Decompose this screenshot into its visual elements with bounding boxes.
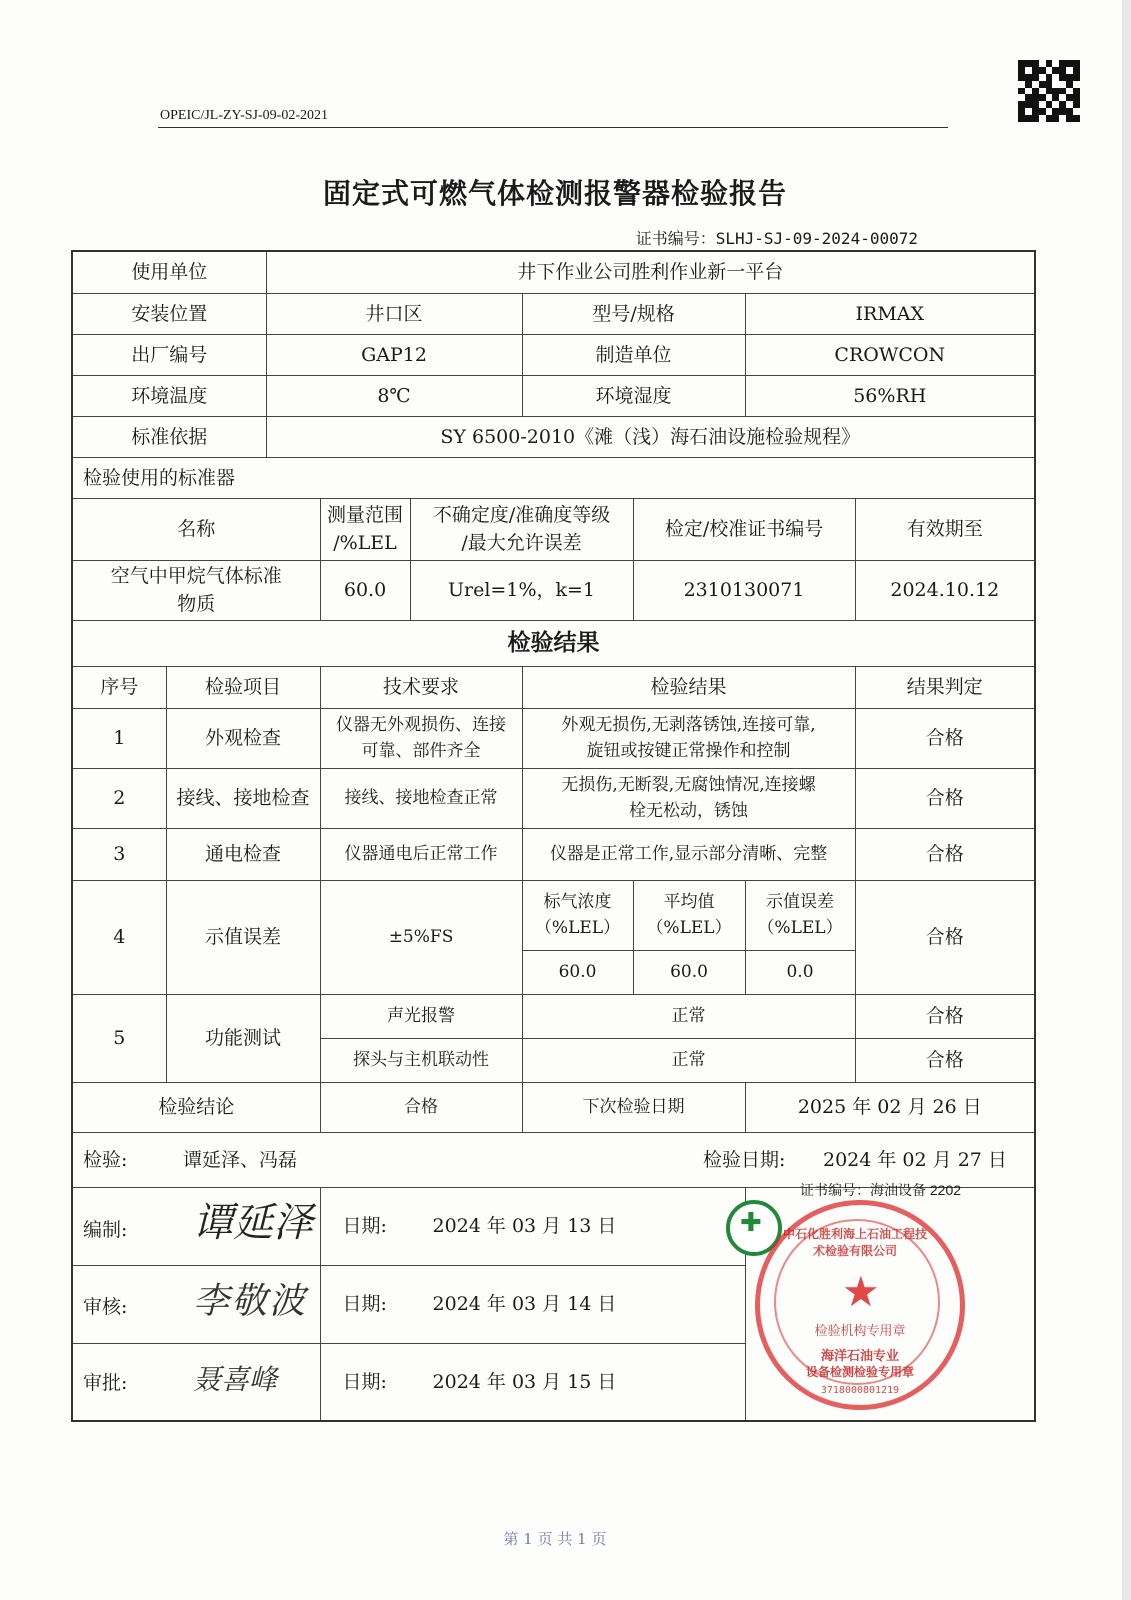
standard-value: SY 6500-2010《滩（浅）海石油设施检验规程》 (266, 416, 1035, 457)
user-unit-label: 使用单位 (72, 251, 266, 293)
maker-value: CROWCON (745, 334, 1035, 375)
res-header-judge: 结果判定 (855, 666, 1035, 708)
std-name-line1: 空气中甲烷气体标准 (110, 565, 282, 587)
res-row1-no: 1 (72, 708, 166, 768)
error-header-err-line1: 示值误差 (766, 892, 835, 912)
results-section-title: 检验结果 (72, 620, 1035, 666)
res-row5-no: 5 (72, 994, 166, 1082)
model-label: 型号/规格 (522, 293, 745, 334)
review-date-cell (320, 1265, 745, 1343)
res-row1-req (320, 708, 522, 768)
res-row1-result-line1: 外观无损伤,无剥落锈蚀,连接可靠, (561, 715, 816, 735)
std-header-name: 名称 (72, 498, 320, 560)
res-row5-sub1-judge: 合格 (855, 994, 1035, 1038)
inspection-date-value: 2024 年 02 月 27 日 (823, 1148, 1007, 1171)
res-row3-result: 仪器是正常工作,显示部分清晰、完整 (522, 828, 855, 880)
cert-mark-text: 证书编号：海油设备 2202 (800, 1182, 962, 1198)
inspectors-label: 检验: (83, 1148, 128, 1171)
res-row2-no: 2 (72, 768, 166, 828)
page-footer: 第 1 页 共 1 页 (503, 1530, 607, 1548)
compile-date-value: 2024 年 03 月 13 日 (432, 1215, 617, 1237)
compile-label: 编制: (83, 1218, 128, 1241)
res-row5-sub2-judge: 合格 (855, 1038, 1035, 1082)
document-code: OPEIC/JL-ZY-SJ-09-02-2021 (160, 108, 328, 123)
review-cell (72, 1265, 320, 1343)
res-row5-sub2-result: 正常 (522, 1038, 855, 1082)
conclusion-label: 检验结论 (72, 1082, 320, 1132)
official-seal (755, 1200, 965, 1410)
serial-value: GAP12 (266, 334, 522, 375)
std-header-range (320, 498, 410, 560)
seal-text-line1: 检验机构专用章 (814, 1324, 906, 1339)
res-row1-judge: 合格 (855, 708, 1035, 768)
std-header-uncertainty (410, 498, 633, 560)
humid-value: 56%RH (745, 375, 1035, 416)
error-header-avg (633, 880, 745, 950)
std-header-cert: 检定/校准证书编号 (633, 498, 855, 560)
humid-label: 环境湿度 (522, 375, 745, 416)
error-header-avg-line2: （%LEL） (646, 918, 732, 938)
error-err-value: 0.0 (745, 950, 855, 994)
approve-signature: 聂喜峰 (193, 1363, 278, 1397)
std-uncertainty: Urel=1%，k=1 (410, 560, 633, 620)
seal-text-line3: 设备检测检验专用章 (805, 1365, 914, 1379)
error-header-err (745, 880, 855, 950)
approve-date-label: 日期: (342, 1370, 387, 1393)
res-row5-sub2-req: 探头与主机联动性 (320, 1038, 522, 1082)
next-date-label: 下次检验日期 (522, 1082, 745, 1132)
res-row2-result (522, 768, 855, 828)
res-row5-sub1-result: 正常 (522, 994, 855, 1038)
report-title: 固定式可燃气体检测报警器检验报告 (322, 177, 787, 210)
res-row3-item: 通电检查 (166, 828, 320, 880)
review-date-label: 日期: (342, 1293, 387, 1315)
std-valid: 2024.10.12 (855, 560, 1035, 620)
res-row1-req-line2: 可靠、部件齐全 (361, 741, 481, 761)
res-row1-result-line2: 旋钮或按键正常操作和控制 (586, 741, 791, 761)
res-header-req: 技术要求 (320, 666, 522, 708)
std-name-line2: 物质 (177, 593, 216, 615)
std-header-unc-line2: /最大允许误差 (461, 532, 582, 554)
standard-label: 标准依据 (72, 416, 266, 457)
scan-edge (1122, 0, 1131, 1600)
res-row2-result-line2: 栓无松动，锈蚀 (629, 801, 749, 821)
res-header-no: 序号 (72, 666, 166, 708)
res-row4-item: 示值误差 (166, 880, 320, 994)
res-row2-item: 接线、接地检查 (166, 768, 320, 828)
res-row1-item: 外观检查 (166, 708, 320, 768)
res-row3-judge: 合格 (855, 828, 1035, 880)
std-header-range-line1: 测量范围 (327, 504, 404, 526)
model-value: IRMAX (745, 293, 1035, 334)
res-row2-judge: 合格 (855, 768, 1035, 828)
seal-number: 3718000801219 (820, 1385, 900, 1396)
standards-section-title: 检验使用的标准器 (72, 457, 1035, 498)
res-header-item: 检验项目 (166, 666, 320, 708)
temp-value: 8℃ (266, 375, 522, 416)
error-std-value: 60.0 (522, 950, 633, 994)
res-row1-req-line1: 仪器无外观损伤、连接 (336, 715, 507, 735)
review-signature: 李敬波 (193, 1280, 308, 1322)
res-row4-req: ±5%FS (320, 880, 522, 994)
install-label: 安装位置 (72, 293, 266, 334)
std-range: 60.0 (320, 560, 410, 620)
error-header-avg-line1: 平均值 (663, 892, 715, 912)
approve-date-value: 2024 年 03 月 15 日 (432, 1370, 617, 1393)
error-header-std-line2: （%LEL） (534, 918, 621, 938)
std-header-unc-line1: 不确定度/准确度等级 (432, 504, 611, 526)
seal-company-name: 中石化胜利海上石油工程技术检验有限公司 (782, 1227, 927, 1258)
seal-text-line2: 海洋石油专业 (820, 1349, 899, 1364)
res-row2-result-line1: 无损伤,无断裂,无腐蚀情况,连接螺 (561, 775, 816, 795)
approve-date-cell (320, 1343, 745, 1421)
next-date-value: 2025 年 02 月 26 日 (745, 1082, 1035, 1132)
inspection-date-label: 检验日期: (703, 1148, 786, 1171)
inspectors-value: 谭延泽、冯磊 (183, 1148, 298, 1171)
review-date-value: 2024 年 03 月 14 日 (432, 1293, 617, 1315)
std-name (72, 560, 320, 620)
review-label: 审核: (83, 1295, 128, 1318)
conclusion-value: 合格 (320, 1082, 522, 1132)
approve-cell (72, 1343, 320, 1421)
res-row5-item: 功能测试 (166, 994, 320, 1082)
std-cert: 2310130071 (633, 560, 855, 620)
res-row1-result (522, 708, 855, 768)
compile-cell (72, 1187, 320, 1265)
certificate-number: 证书编号：SLHJ-SJ-09-2024-00072 (635, 229, 918, 248)
res-row4-judge: 合格 (855, 880, 1035, 994)
res-header-result: 检验结果 (522, 666, 855, 708)
res-row3-req: 仪器通电后正常工作 (320, 828, 522, 880)
inspection-row (72, 1132, 1035, 1187)
std-header-valid: 有效期至 (855, 498, 1035, 560)
qr-code-icon (1018, 60, 1080, 122)
maker-label: 制造单位 (522, 334, 745, 375)
res-row4-no: 4 (72, 880, 166, 994)
error-header-std (522, 880, 633, 950)
temp-label: 环境温度 (72, 375, 266, 416)
header-rule (158, 127, 948, 128)
error-header-std-line1: 标气浓度 (543, 892, 612, 912)
res-row2-req: 接线、接地检查正常 (320, 768, 522, 828)
compile-signature: 谭延泽 (193, 1199, 313, 1246)
error-avg-value: 60.0 (633, 950, 745, 994)
star-icon: ★ (842, 1267, 880, 1316)
compile-date-cell (320, 1187, 745, 1265)
install-value: 井口区 (266, 293, 522, 334)
compile-date-label: 日期: (342, 1215, 387, 1237)
error-header-err-line2: （%LEL） (757, 918, 843, 938)
user-unit-value: 井下作业公司胜利作业新一平台 (266, 251, 1035, 293)
res-row3-no: 3 (72, 828, 166, 880)
approve-label: 审批: (83, 1372, 128, 1395)
res-row5-sub1-req: 声光报警 (320, 994, 522, 1038)
std-header-range-line2: /%LEL (333, 532, 397, 554)
serial-label: 出厂编号 (72, 334, 266, 375)
